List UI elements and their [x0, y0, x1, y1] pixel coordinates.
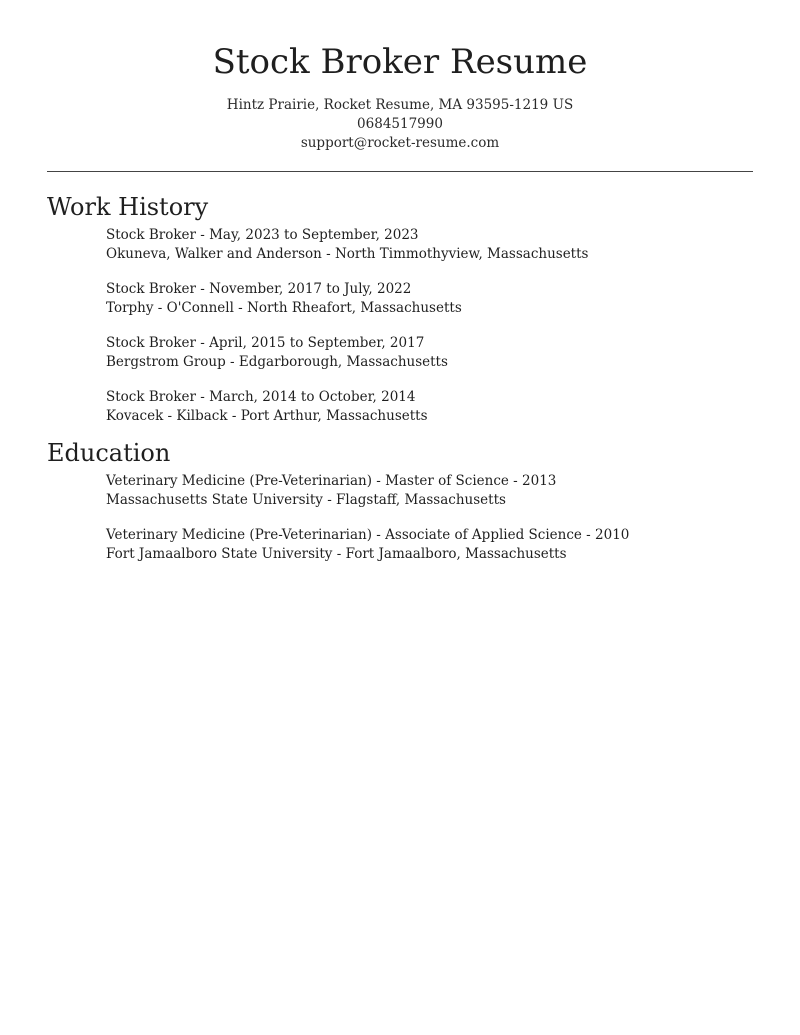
work-entry-position: Stock Broker - November, 2017 to July, 2022 [106, 281, 412, 297]
education-entry-school: Massachusetts State University - Flagstaff, Massachusetts [106, 492, 506, 508]
work-entry-position: Stock Broker - March, 2014 to October, 2014 [106, 389, 416, 405]
work-entry-employer: Okuneva, Walker and Anderson - North Timmothyview, Massachusetts [106, 246, 589, 262]
work-entry [106, 334, 753, 372]
work-history-list [106, 226, 753, 426]
work-history-heading: Work History [47, 193, 209, 221]
header-divider [47, 171, 753, 172]
work-entry-employer: Torphy - O'Connell - North Rheafort, Massachusetts [106, 300, 462, 316]
contact-phone: 0684517990 [357, 116, 443, 132]
education-heading: Education [47, 439, 171, 467]
contact-email: support@rocket-resume.com [300, 135, 500, 151]
work-entry [106, 226, 753, 264]
work-history-section [47, 191, 753, 426]
resume-header [47, 0, 753, 153]
work-entry-employer: Kovacek - Kilback - Port Arthur, Massachusetts [106, 408, 428, 424]
education-entry [106, 526, 753, 564]
work-entry-employer: Bergstrom Group - Edgarborough, Massachusetts [106, 354, 448, 370]
work-entry [106, 388, 753, 426]
education-entry [106, 472, 753, 510]
work-entry-position: Stock Broker - April, 2015 to September, 2017 [106, 335, 425, 351]
page-title: Stock Broker Resume [212, 42, 588, 82]
education-entry-degree: Veterinary Medicine (Pre-Veterinarian) - Master of Science - 2013 [106, 473, 557, 489]
work-entry-position: Stock Broker - May, 2023 to September, 2023 [106, 227, 419, 243]
education-section [47, 437, 753, 564]
work-entry [106, 280, 753, 318]
education-entry-school: Fort Jamaalboro State University - Fort Jamaalboro, Massachusetts [106, 546, 567, 562]
contact-address: Hintz Prairie, Rocket Resume, MA 93595-1219 US [226, 97, 574, 113]
education-list [106, 472, 753, 564]
education-entry-degree: Veterinary Medicine (Pre-Veterinarian) - Associate of Applied Science - 2010 [106, 527, 630, 543]
